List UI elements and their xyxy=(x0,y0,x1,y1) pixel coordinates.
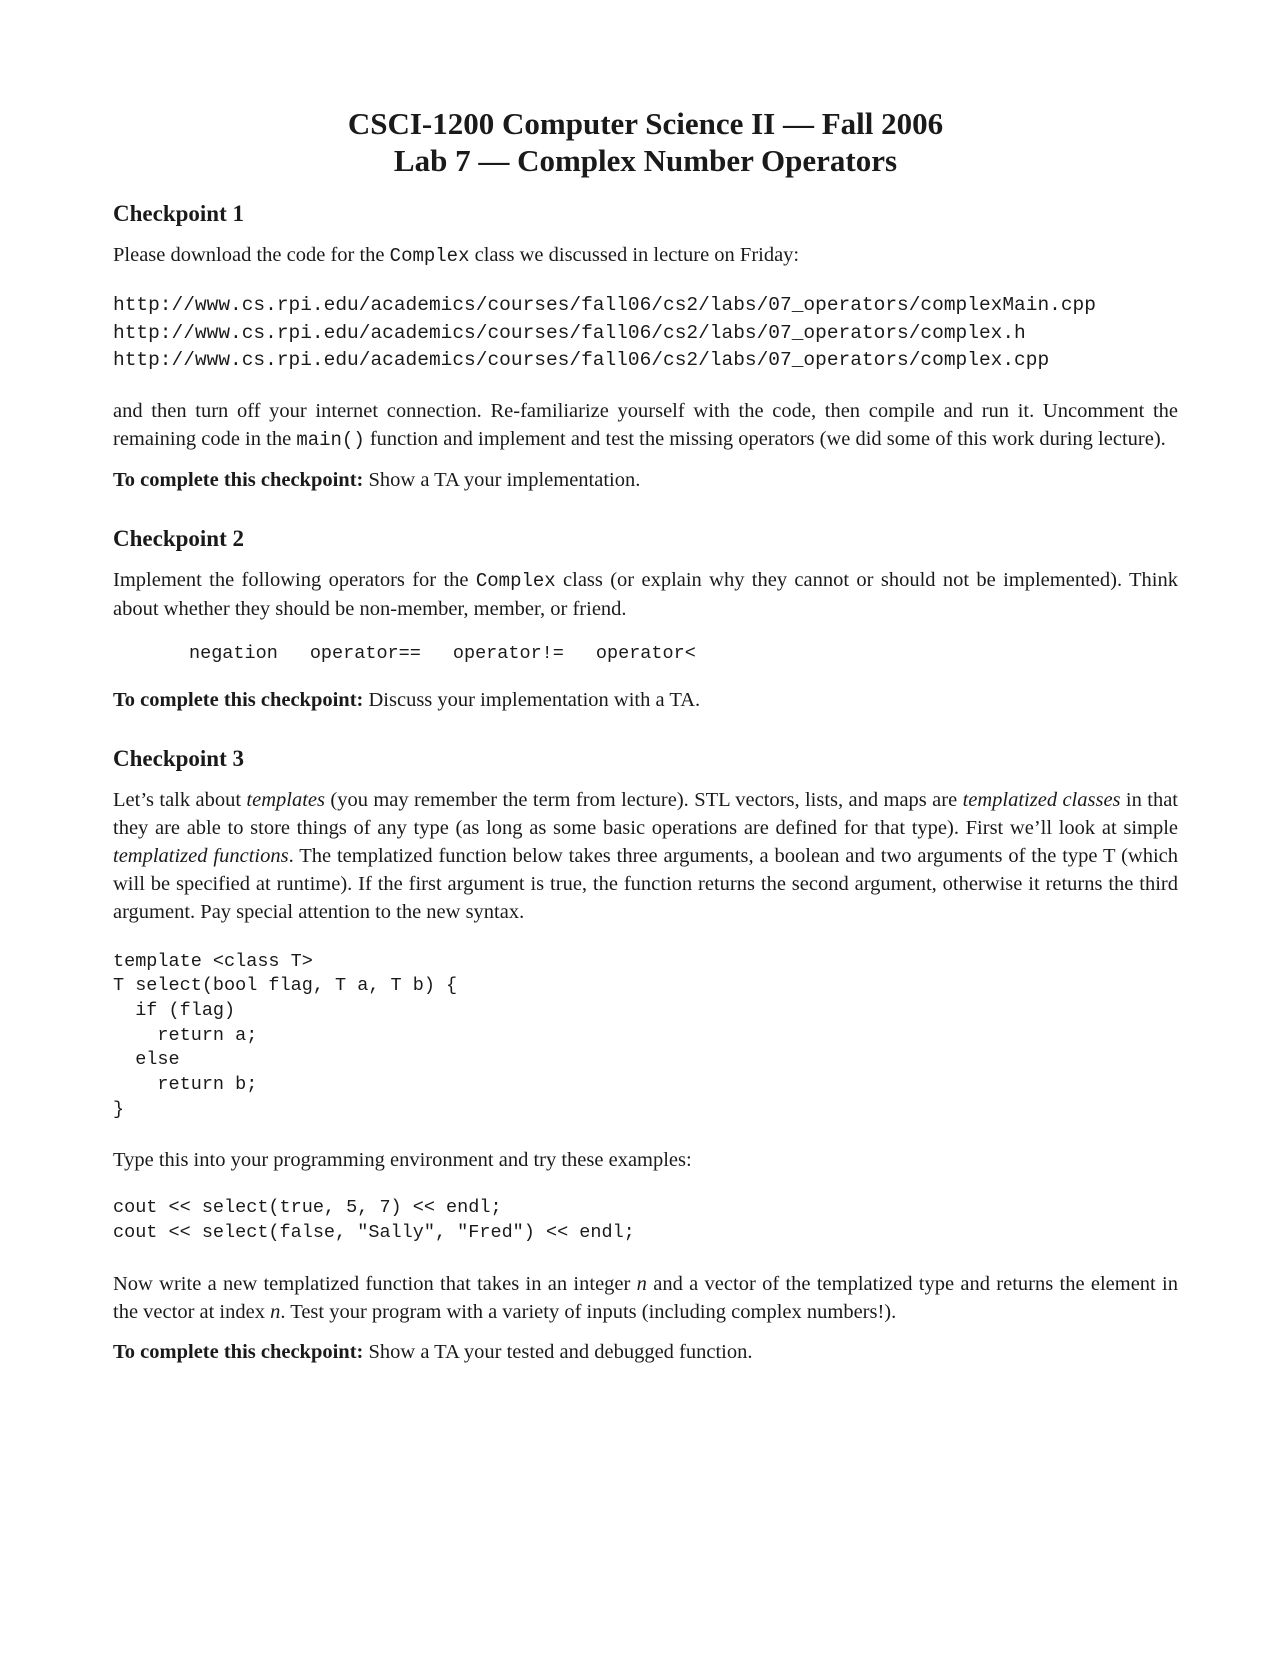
checkpoint-1-paragraph: and then turn off your internet connection. Re-familiarize yourself with the code, then compile and run it. Uncomment the remaining code in the main() function and implement and test the missing operators (we did some of this work during lecture). xyxy=(113,399,1178,451)
lab-handout xyxy=(113,105,1178,1366)
download-url-list xyxy=(113,292,1178,375)
checkpoint-2-paragraph: Implement the following operators for the Complex class (or explain why they cannot or should not be implemented). Think about whether they should be non-member, member, or friend. xyxy=(113,568,1179,620)
checkpoint-2-heading: Checkpoint 2 xyxy=(113,525,244,551)
checkpoint-2-completion: To complete this checkpoint: Discuss your implementation with a TA. xyxy=(113,688,701,711)
url-complexmain[interactable]: http://www.cs.rpi.edu/academics/courses/fall06/cs2/labs/07_operators/complexMain.cpp xyxy=(113,294,1096,316)
code-complex: Complex xyxy=(475,569,556,592)
operator-less-than: operator< xyxy=(595,642,696,664)
checkpoint-3-completion: To complete this checkpoint: Show a TA your tested and debugged function. xyxy=(113,1340,753,1363)
title-line-1: CSCI-1200 Computer Science II — Fall 2006 xyxy=(347,106,944,141)
operator-equal: operator== xyxy=(309,642,421,664)
checkpoint-3-paragraph-3: Now write a new templatized function that takes in an integer n and a vector of the templatized type and returns the element in the vector at index n. Test your program with a variety of inputs (including complex numbers!). xyxy=(113,1272,1179,1323)
checkpoint-1-intro: Please download the code for the Complex class we discussed in lecture on Friday: xyxy=(113,244,800,267)
url-complex-h[interactable]: http://www.cs.rpi.edu/academics/courses/fall06/cs2/labs/07_operators/complex.h xyxy=(113,321,1026,344)
example-code-block: cout << select(true, 5, 7) << endl; cout << select(false, "Sally", "Fred") << endl; xyxy=(113,1197,635,1244)
template-code-block: template <class T> T select(bool flag, T a, T b) { if (flag) return a; else return b; } xyxy=(113,950,458,1120)
operator-not-equal: operator!= xyxy=(452,642,564,664)
code-complex: Complex xyxy=(389,245,470,267)
checkpoint-3-paragraph-2: Type this into your programming environment and try these examples: xyxy=(113,1149,692,1172)
url-complex-cpp[interactable]: http://www.cs.rpi.edu/academics/courses/fall06/cs2/labs/07_operators/complex.cpp xyxy=(113,349,1050,371)
checkpoint-3-heading: Checkpoint 3 xyxy=(113,745,244,771)
checkpoint-1-heading: Checkpoint 1 xyxy=(113,201,244,226)
page-title xyxy=(113,105,1178,179)
operator-negation: negation xyxy=(189,642,278,664)
operator-list xyxy=(113,643,1178,664)
checkpoint-3-paragraph-1: Let’s talk about templates (you may remember the term from lecture). STL vectors, lists, and maps are templatized classes in that they are able to store things of any type (as long as some basic operations are defined for that type). First we’ll look at simple templatized functions. The templatized function below takes three arguments, a boolean and two arguments of the type T (which will be specified at runtime). If the first argument is true, the function returns the second argument, otherwise it returns the third argument. Pay special attention to the new syntax. xyxy=(113,788,1178,923)
checkpoint-1-completion: To complete this checkpoint: Show a TA your implementation. xyxy=(113,468,641,491)
code-main: main() xyxy=(296,428,365,451)
title-line-2: Lab 7 — Complex Number Operators xyxy=(393,143,898,178)
